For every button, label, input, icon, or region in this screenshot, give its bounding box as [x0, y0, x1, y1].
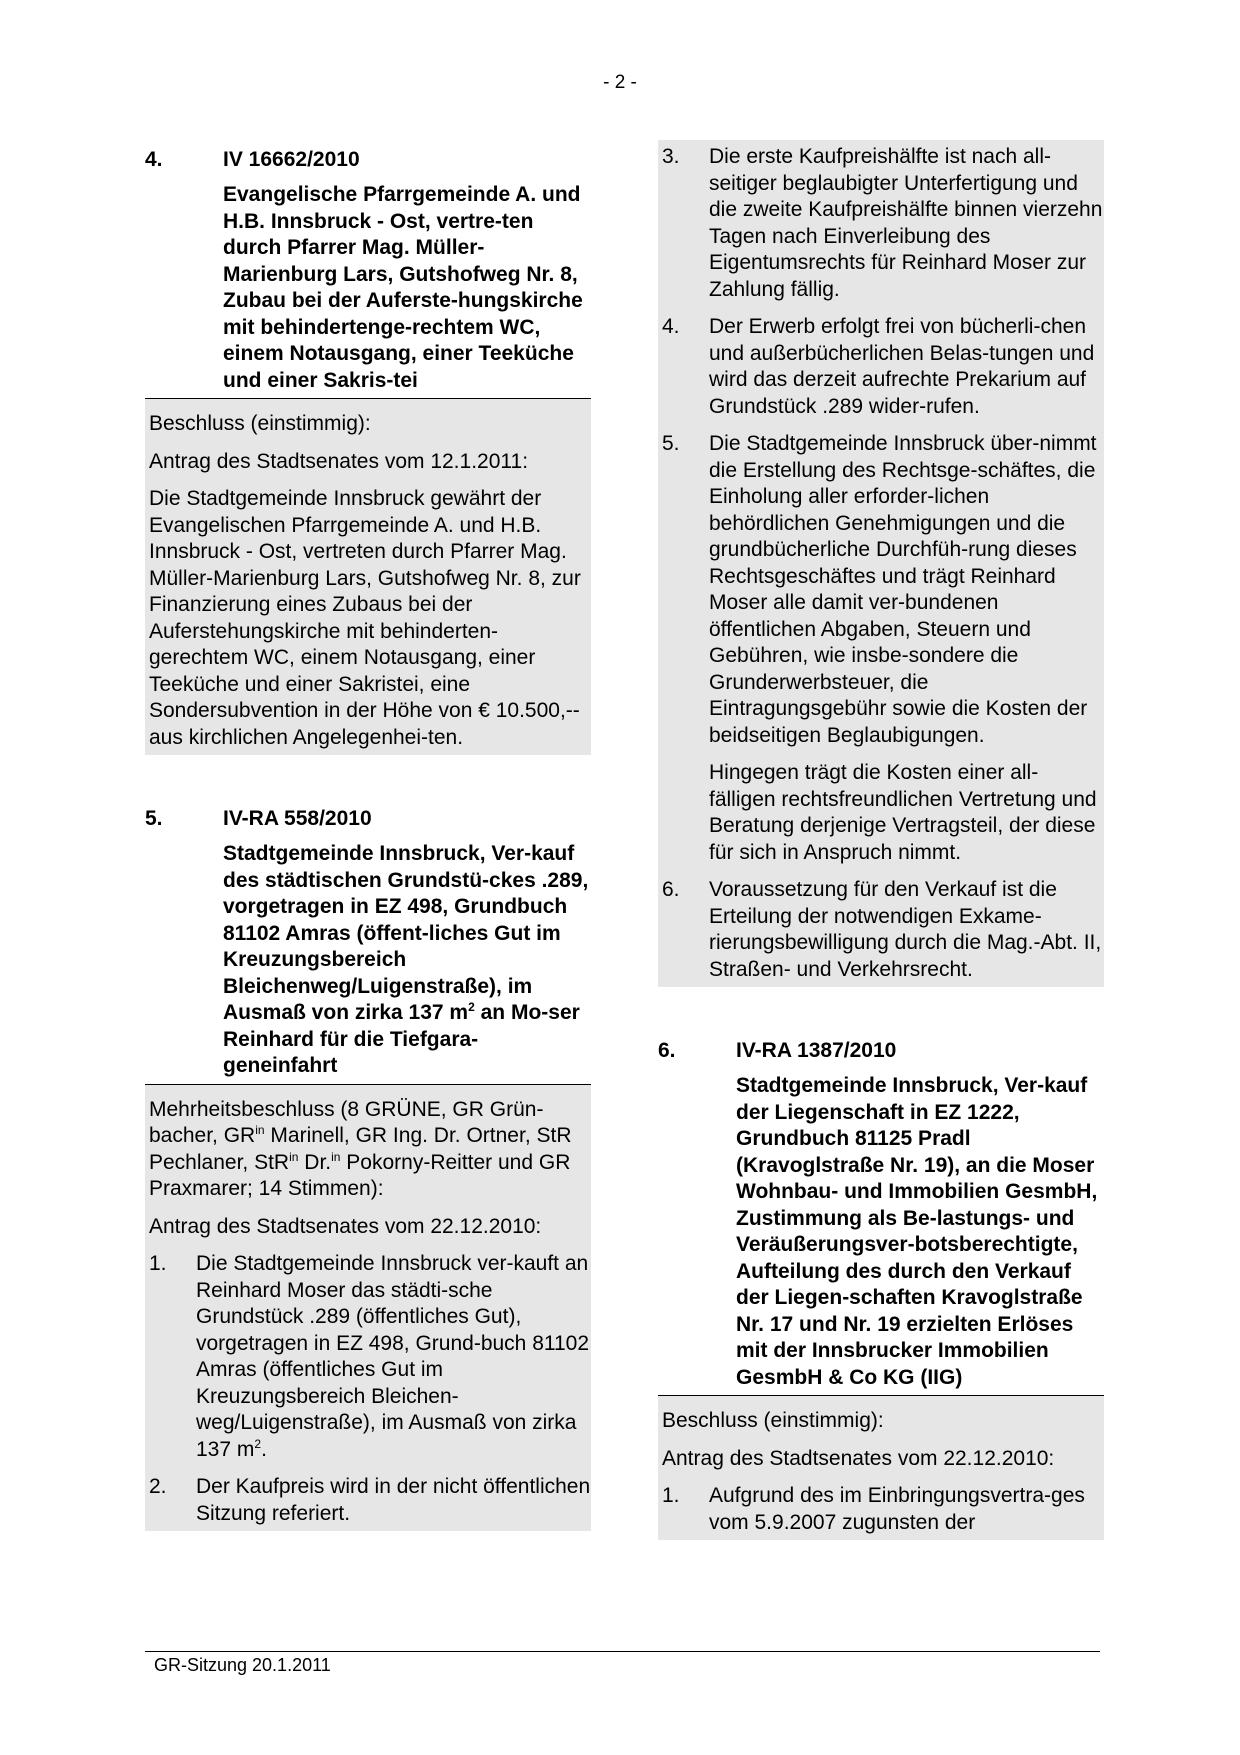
resolution-box-5 [145, 1085, 591, 1532]
motion-line: Antrag des Stadtsenates vom 22.12.2010: [149, 1214, 542, 1238]
list-item-text: Der Kaufpreis wird in der nicht öffentlichen Sitzung referiert. [196, 1475, 591, 1525]
list-item-text [709, 431, 1104, 866]
agenda-item-ref: IV-RA 558/2010 [223, 807, 372, 830]
agenda-item-6-header [658, 1031, 1104, 1064]
agenda-item-5-header [145, 799, 591, 832]
list-item-number: 2. [149, 1475, 167, 1498]
footer-divider [145, 1651, 1100, 1652]
list-item [662, 1483, 1104, 1536]
list-item-number: 1. [149, 1252, 167, 1275]
list-item [662, 144, 1104, 303]
resolution-text: Die Stadtgemeinde Innsbruck gewährt der Evangelischen Pfarrgemeinde A. und H.B. Innsbruck - Ost, vertreten durch Pfarrer Mag. Müller-Marienburg Lars, Gutshofweg Nr. 8, zur Finanzierung eines Zubaus bei der Auferstehungskirche mit behinderten-gerechtem WC, einem Notausgang, einer Teeküche und einer Sakristei, eine Sondersubvention in der Höhe von € 10.500,-- aus kirchlichen Angelegenhei-ten. [149, 487, 581, 749]
resolution-points-continued [662, 144, 1104, 983]
resolution-box-6 [658, 1396, 1104, 1540]
agenda-item-4-title-block [145, 173, 591, 399]
agenda-item-title: Stadtgemeinde Innsbruck, Ver-kauf der Liegenschaft in EZ 1222, Grundbuch 81125 Pradl (Kravoglstraße Nr. 19), an die Moser Wohnbau- und Immobilien GesmbH, Zustimmung als Be-lastungs- und Veräußerungsver-botsberechtigte, Aufteilung des durch den Verkauf der Liegen-schaften Kravoglstraße Nr. 17 und Nr. 19 erzielten Erlöses mit der Innsbrucker Immobilien GesmbH & Co KG (IIG) [736, 1074, 1098, 1389]
resolution-box-5-continued [658, 140, 1104, 987]
agenda-item-number: 6. [658, 1039, 676, 1062]
decision-superscript: in [331, 1149, 341, 1164]
list-item [149, 1251, 591, 1463]
title-text: an Mo-ser Reinhard für die Tiefgara-geneinfahrt [223, 1001, 580, 1077]
right-column [658, 140, 1104, 1540]
motion-line: Antrag des Stadtsenates vom 22.12.2010: [662, 1446, 1055, 1470]
left-column [145, 140, 591, 1531]
list-item-text: Die erste Kaufpreishälfte ist nach all-seitiger beglaubigter Unterfertigung und die zweite Kaufpreishälfte binnen vierzehn Tagen nach Einverleibung des Eigentumsrechts für Reinhard Moser zur Zahlung fällig. [709, 145, 1103, 301]
title-superscript: 2 [468, 1000, 475, 1014]
list-item-body: Die Stadtgemeinde Innsbruck über-nimmt die Erstellung des Rechtsge-schäftes, die Einholung aller erforder-lichen behördlichen Genehmigungen und die grundbücherliche Durchfüh-rung dieses Rechtsgeschäftes und trägt Reinhard Moser alle damit ver-bundenen öffentlichen Abgaben, Steuern und Gebühren, wie insbe-sondere die Grunderwerbsteuer, die Eintragungsgebühr sowie die Kosten der beidseitigen Beglaubigungen. [709, 432, 1097, 747]
list-item [662, 314, 1104, 420]
decision-text: Dr. [298, 1150, 332, 1174]
agenda-item-5-title-block [145, 832, 591, 1085]
motion-line: Antrag des Stadtsenates vom 12.1.2011: [149, 449, 529, 473]
decision-line [149, 1097, 591, 1203]
list-item-text: Der Erwerb erfolgt frei von bücherli-chen und außerbücherlichen Belas-tungen und wird das derzeit aufrechte Prekarium auf Grundstück .289 wider-rufen. [709, 315, 1095, 418]
list-item-subparagraph: Hingegen trägt die Kosten einer all-fälligen rechtsfreundlichen Vertretung und Beratung derjenige Vertragsteil, der diese für sich in Anspruch nimmt. [709, 761, 1097, 864]
list-item-tail: . [261, 1437, 267, 1461]
agenda-item-ref: IV 16662/2010 [223, 148, 360, 171]
list-item-number: 3. [662, 145, 680, 168]
list-item-superscript: 2 [254, 1436, 262, 1451]
list-item-number: 5. [662, 432, 680, 455]
title-text: Stadtgemeinde Innsbruck, Ver-kauf des städtischen Grundstü-ckes .289, vorgetragen in EZ 498, Grundbuch 81102 Amras (öffent-liches Gut im Kreuzungsbereich Bleichenweg/Luigenstraße), im Ausmaß von zirka 137 m [223, 842, 589, 1024]
decision-superscript: in [255, 1123, 265, 1137]
list-item-number: 1. [662, 1484, 680, 1507]
list-item-text: Aufgrund des im Einbringungsvertra-ges vom 5.9.2007 zugunsten der [709, 1484, 1085, 1534]
list-item-text [196, 1251, 591, 1463]
decision-line: Beschluss (einstimmig): [149, 412, 371, 435]
agenda-item-4-header [145, 140, 591, 173]
agenda-item-number: 4. [145, 148, 163, 171]
decision-superscript: in [289, 1149, 299, 1164]
agenda-item-title [223, 832, 591, 1084]
list-item [662, 431, 1104, 866]
list-item [662, 877, 1104, 983]
resolution-box-4 [145, 399, 591, 755]
decision-text: Pokorny-Reitter und GR Praxmarer; 14 Stimmen): [149, 1150, 571, 1200]
agenda-item-ref: IV-RA 1387/2010 [736, 1039, 897, 1062]
agenda-item-number: 5. [145, 807, 163, 830]
list-item [149, 1474, 591, 1527]
decision-line: Beschluss (einstimmig): [662, 1409, 884, 1432]
resolution-points [149, 1251, 591, 1527]
decision-text: Mehrheitsbeschluss (8 GRÜNE, GR Grün-bacher, GR [149, 1097, 544, 1147]
agenda-item-6-title-block [658, 1064, 1104, 1396]
page-number: - 2 - [603, 72, 637, 93]
list-item-text: Voraussetzung für den Verkauf ist die Erteilung der notwendigen Exkame-rierungsbewilligung durch die Mag.-Abt. II, Straßen- und Verkehrsrecht. [709, 878, 1102, 981]
resolution-points [662, 1483, 1104, 1536]
list-item-number: 4. [662, 315, 680, 338]
list-item-number: 6. [662, 878, 680, 901]
agenda-item-title: Evangelische Pfarrgemeinde A. und H.B. Innsbruck - Ost, vertre-ten durch Pfarrer Mag. Müller-Marienburg Lars, Gutshofweg Nr. 8, Zubau bei der Auferste-hungskirche mit behindertenge-rechtem WC, einem Notausgang, einer Teeküche und einer Sakris-tei [223, 183, 583, 392]
decision-text: Marinell, GR Ing. Dr. Ortner, StR Pechlaner, StR [149, 1124, 572, 1174]
list-item-body: Die Stadtgemeinde Innsbruck ver-kauft an Reinhard Moser das städti-sche Grundstück .289 (öffentliches Gut), vorgetragen in EZ 498, Grund-buch 81102 Amras (öffentliches Gut im Kreuzungsbereich Bleichen-weg/Luigenstraße), im Ausmaß von zirka 137 m [196, 1252, 590, 1461]
footer-text: GR-Sitzung 20.1.2011 [154, 1655, 331, 1675]
